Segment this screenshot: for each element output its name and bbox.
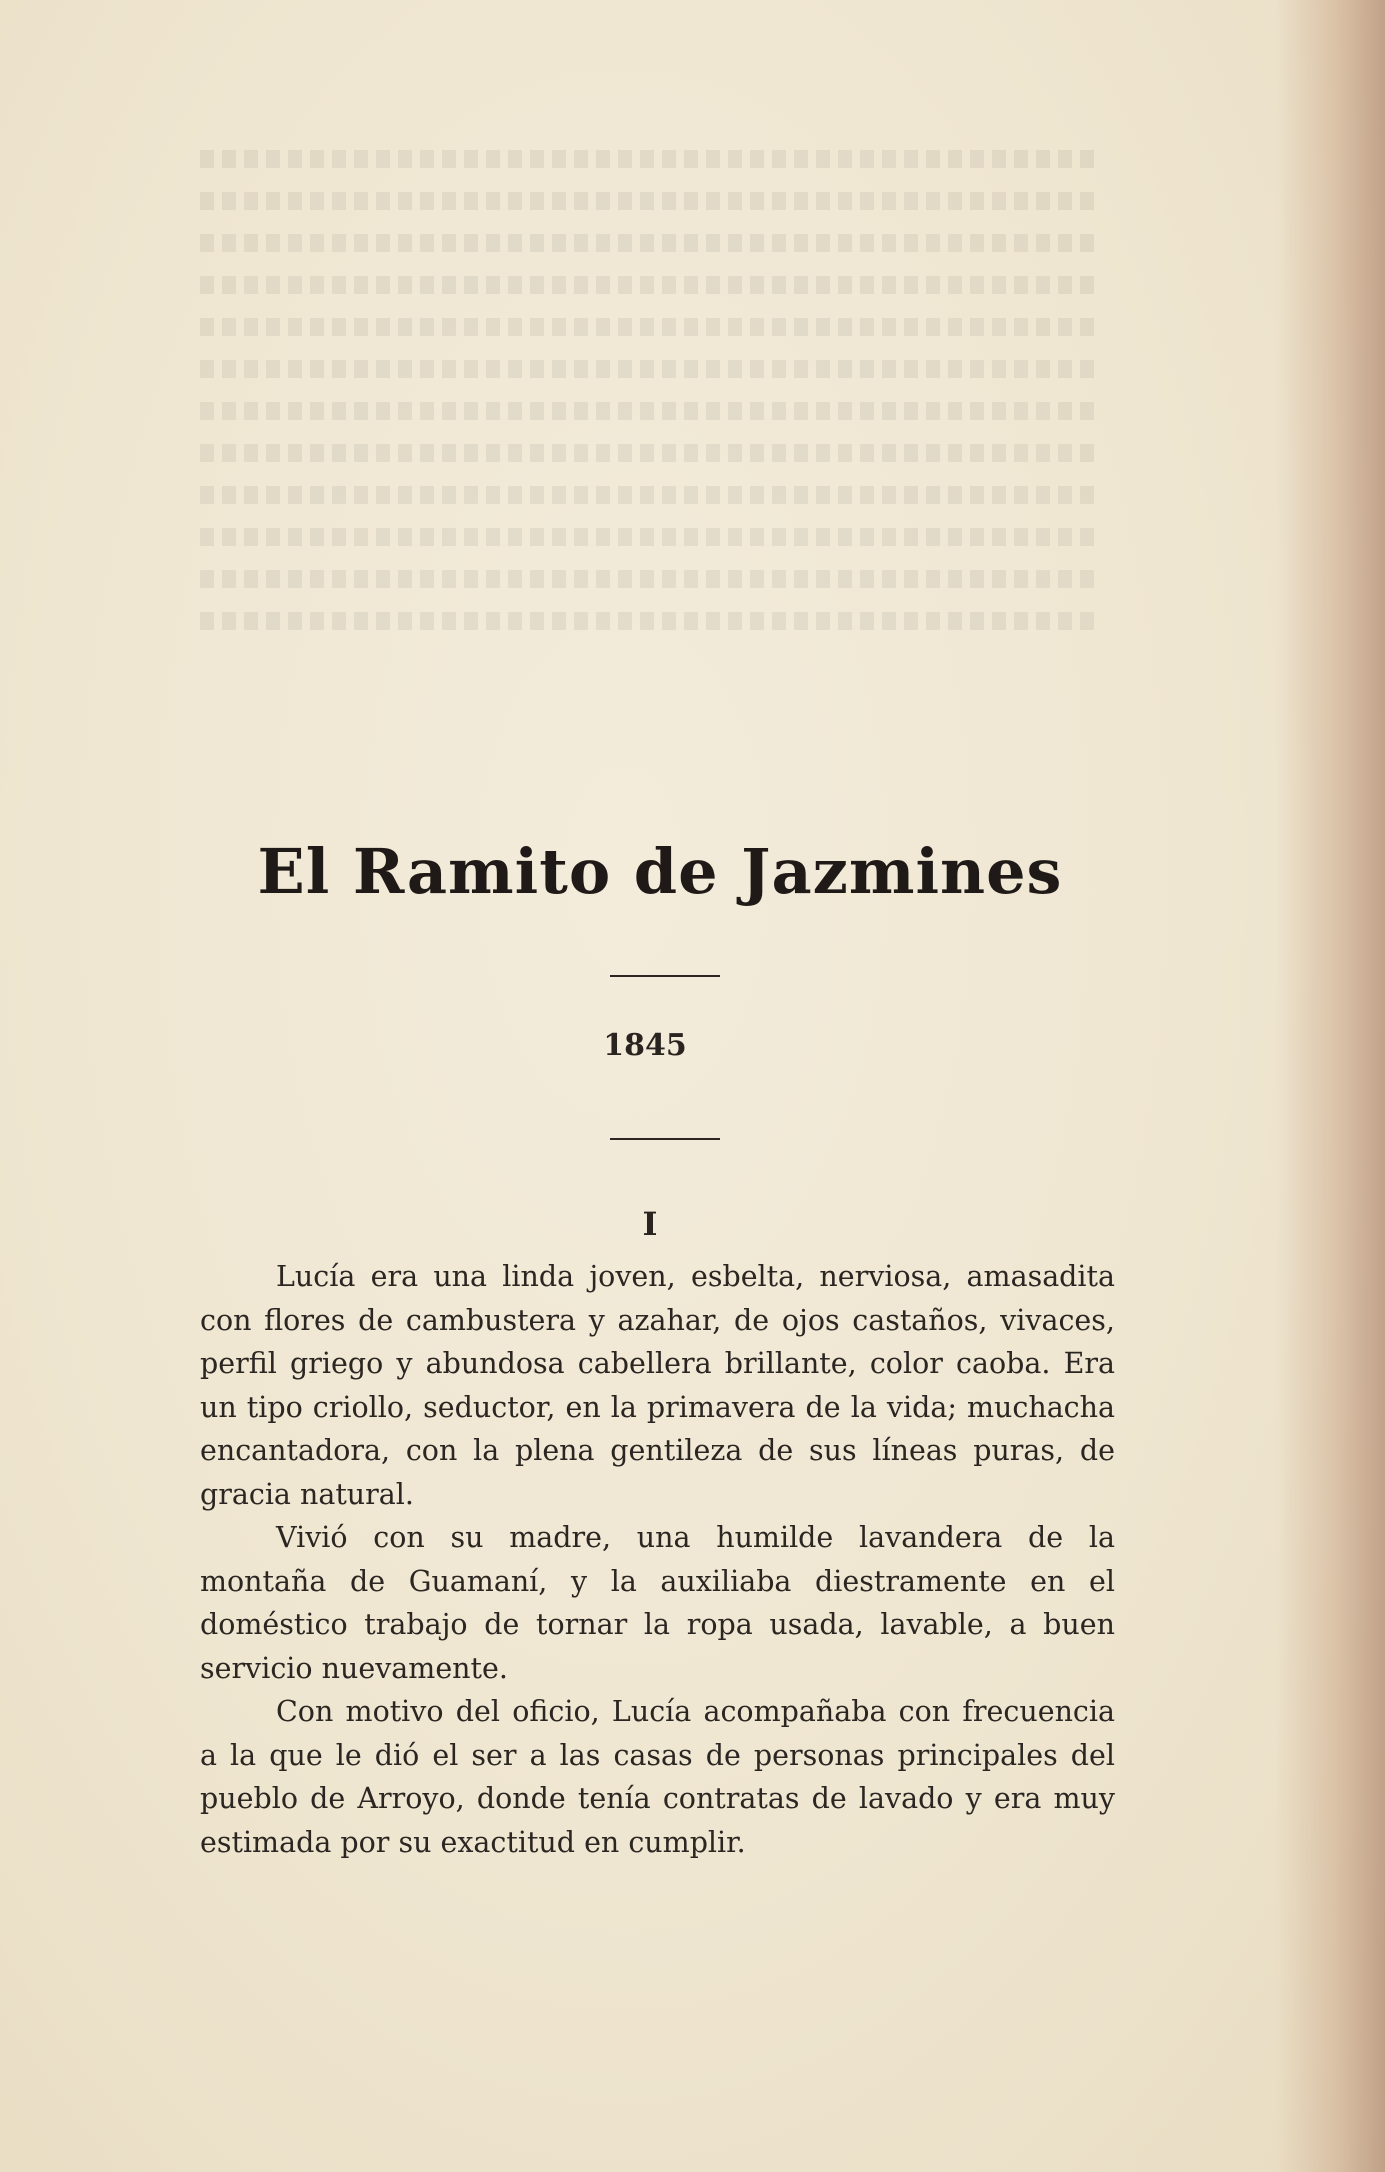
- paragraph: Con motivo del oficio, Lucía acompañaba con frecuencia a la que le dió el ser a las casas de personas principales del pueblo de Arroyo, donde tenía contratas de lavado y era muy estimada por su exactitud en cumplir.: [200, 1695, 1115, 1859]
- body-text: [200, 1255, 1115, 1864]
- binding-shadow: [1275, 0, 1385, 2172]
- section-numeral: I: [642, 1205, 658, 1243]
- title-divider: [610, 975, 720, 977]
- year-divider: [610, 1138, 720, 1140]
- paragraph: Vivió con su madre, una humilde lavandera de la montaña de Guamaní, y la auxiliaba diestramente en el doméstico trabajo de tornar la ropa usada, lavable, a buen servicio nuevamente.: [200, 1521, 1115, 1685]
- paragraph: Lucía era una linda joven, esbelta, nerviosa, amasadita con flores de cambustera y azahar, de ojos castaños, vivaces, perfil griego y abundosa cabellera brillante, color caoba. Era un tipo criollo, seductor, en la primavera de la vida; muchacha encantadora, con la plena gentileza de sus líneas puras, de gracia natural.: [200, 1260, 1115, 1511]
- chapter-year: 1845: [603, 1028, 687, 1063]
- chapter-title: El Ramito de Jazmines: [257, 835, 1063, 908]
